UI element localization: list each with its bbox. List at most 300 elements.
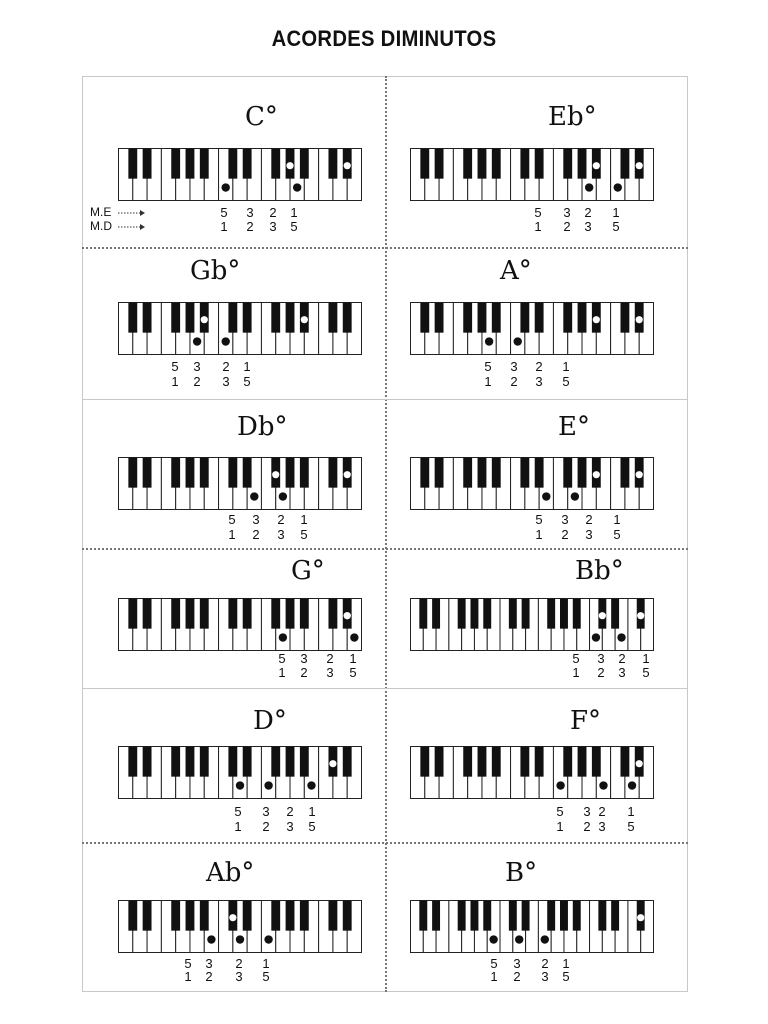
finger-left: 1 xyxy=(290,205,298,220)
finger-right: 3 xyxy=(269,219,277,234)
black-key xyxy=(186,149,195,179)
black-key xyxy=(620,149,629,179)
row-divider xyxy=(82,548,688,550)
finger-right: 1 xyxy=(220,219,228,234)
finger-right: 5 xyxy=(308,819,316,834)
black-key xyxy=(578,747,587,777)
black-key xyxy=(286,747,295,777)
row-divider xyxy=(82,399,688,400)
note-dot xyxy=(599,612,606,619)
black-key xyxy=(547,599,555,629)
black-key xyxy=(228,458,237,488)
black-key xyxy=(420,458,429,488)
finger-right: 5 xyxy=(627,819,635,834)
finger-right: 2 xyxy=(246,219,254,234)
finger-right: 3 xyxy=(541,969,549,984)
finger-right: 1 xyxy=(572,665,580,680)
black-key xyxy=(463,458,472,488)
black-key xyxy=(243,149,252,179)
note-dot xyxy=(614,183,622,191)
note-dot xyxy=(250,492,258,500)
black-key xyxy=(560,901,568,931)
black-key xyxy=(547,901,555,931)
black-key xyxy=(420,747,429,777)
black-key xyxy=(620,303,629,333)
finger-left: 1 xyxy=(613,512,621,527)
finger-right: 2 xyxy=(262,819,270,834)
note-dot xyxy=(201,316,208,323)
black-key xyxy=(458,599,466,629)
note-dot xyxy=(636,760,643,767)
note-dot xyxy=(514,337,522,345)
note-dot xyxy=(264,935,272,943)
finger-right: 3 xyxy=(326,665,334,680)
note-dot xyxy=(301,316,308,323)
chord-name: Gb° xyxy=(190,256,241,286)
finger-left: 3 xyxy=(246,205,254,220)
finger-left: 5 xyxy=(234,804,242,819)
black-key xyxy=(300,599,309,629)
finger-right: 2 xyxy=(300,665,308,680)
finger-right: 1 xyxy=(228,527,236,542)
finger-right: 2 xyxy=(561,527,569,542)
note-dot xyxy=(344,162,351,169)
note-dot xyxy=(329,760,336,767)
black-key xyxy=(128,303,137,333)
column-divider xyxy=(385,76,387,992)
black-key xyxy=(419,599,427,629)
finger-right: 5 xyxy=(562,969,570,984)
black-key xyxy=(200,149,209,179)
note-dot xyxy=(637,914,644,921)
black-key xyxy=(563,149,572,179)
arrow-right-icon xyxy=(118,209,146,217)
page-title: ACORDES DIMINUTOS xyxy=(271,26,497,51)
black-key xyxy=(343,303,352,333)
finger-left: 5 xyxy=(220,205,228,220)
black-key xyxy=(200,458,209,488)
finger-left: 1 xyxy=(562,359,570,374)
black-key xyxy=(228,599,237,629)
finger-right: 5 xyxy=(290,219,298,234)
finger-left: 2 xyxy=(585,512,593,527)
finger-right: 3 xyxy=(585,527,593,542)
note-dot xyxy=(286,162,293,169)
finger-right: 5 xyxy=(349,665,357,680)
finger-left: 3 xyxy=(563,205,571,220)
black-key xyxy=(478,458,487,488)
note-dot xyxy=(617,633,625,641)
finger-right: 5 xyxy=(300,527,308,542)
black-key xyxy=(620,458,629,488)
black-key xyxy=(463,747,472,777)
chord-name: B° xyxy=(505,858,538,888)
black-key xyxy=(271,747,280,777)
piano-keyboard xyxy=(410,900,655,954)
black-key xyxy=(483,599,491,629)
black-key xyxy=(200,901,209,931)
finger-left: 2 xyxy=(277,512,285,527)
note-dot xyxy=(293,183,301,191)
finger-left: 3 xyxy=(252,512,260,527)
black-key xyxy=(228,303,237,333)
note-dot xyxy=(272,471,279,478)
black-key xyxy=(286,458,295,488)
finger-left: 2 xyxy=(584,205,592,220)
piano-keyboard xyxy=(410,457,655,511)
piano-keyboard xyxy=(118,302,363,356)
arrow-right-icon xyxy=(118,223,146,231)
black-key xyxy=(509,599,517,629)
finger-left: 2 xyxy=(235,956,243,971)
black-key xyxy=(578,149,587,179)
chord-name: A° xyxy=(500,256,532,286)
finger-right: 5 xyxy=(613,527,621,542)
finger-left: 1 xyxy=(349,651,357,666)
finger-right: 2 xyxy=(510,374,518,389)
note-dot xyxy=(636,316,643,323)
chord-name: Bb° xyxy=(575,556,624,586)
note-dot xyxy=(279,492,287,500)
black-key xyxy=(128,599,137,629)
black-key xyxy=(128,149,137,179)
finger-left: 3 xyxy=(561,512,569,527)
black-key xyxy=(492,458,501,488)
finger-left: 1 xyxy=(300,512,308,527)
black-key xyxy=(143,599,152,629)
finger-right: 3 xyxy=(598,819,606,834)
black-key xyxy=(300,458,309,488)
finger-right: 2 xyxy=(583,819,591,834)
note-dot xyxy=(585,183,593,191)
note-dot xyxy=(541,935,549,943)
black-key xyxy=(228,747,237,777)
note-dot xyxy=(592,633,600,641)
note-dot xyxy=(236,781,244,789)
black-key xyxy=(522,901,530,931)
note-dot xyxy=(515,935,523,943)
black-key xyxy=(171,901,180,931)
finger-left: 2 xyxy=(222,359,230,374)
finger-right: 2 xyxy=(252,527,260,542)
black-key xyxy=(343,747,352,777)
piano-keyboard xyxy=(118,746,363,800)
black-key xyxy=(563,747,572,777)
finger-right: 1 xyxy=(490,969,498,984)
finger-right: 5 xyxy=(562,374,570,389)
chord-name: Db° xyxy=(237,412,288,442)
finger-left: 3 xyxy=(513,956,521,971)
black-key xyxy=(435,303,444,333)
finger-left: 1 xyxy=(642,651,650,666)
black-key xyxy=(286,901,295,931)
note-dot xyxy=(542,492,550,500)
finger-right: 2 xyxy=(205,969,213,984)
black-key xyxy=(522,599,530,629)
note-dot xyxy=(628,781,636,789)
black-key xyxy=(463,303,472,333)
finger-left: 5 xyxy=(490,956,498,971)
finger-left: 5 xyxy=(484,359,492,374)
finger-left: 2 xyxy=(535,359,543,374)
finger-left: 1 xyxy=(562,956,570,971)
note-dot xyxy=(222,183,230,191)
black-key xyxy=(470,599,478,629)
piano-keyboard xyxy=(118,900,363,954)
note-dot xyxy=(489,935,497,943)
note-dot xyxy=(593,316,600,323)
black-key xyxy=(243,599,252,629)
black-key xyxy=(560,599,568,629)
finger-right: 1 xyxy=(278,665,286,680)
black-key xyxy=(186,901,195,931)
black-key xyxy=(420,149,429,179)
finger-left: 3 xyxy=(193,359,201,374)
black-key xyxy=(271,303,280,333)
black-key xyxy=(271,149,280,179)
black-key xyxy=(420,303,429,333)
note-dot xyxy=(264,781,272,789)
black-key xyxy=(328,599,337,629)
black-key xyxy=(243,303,252,333)
finger-right: 5 xyxy=(642,665,650,680)
black-key xyxy=(592,747,601,777)
chord-name: Ab° xyxy=(206,858,255,888)
black-key xyxy=(478,747,487,777)
finger-left: 3 xyxy=(300,651,308,666)
black-key xyxy=(300,747,309,777)
finger-right: 5 xyxy=(243,374,251,389)
note-dot xyxy=(236,935,244,943)
black-key xyxy=(435,458,444,488)
black-key xyxy=(478,303,487,333)
black-key xyxy=(300,901,309,931)
black-key xyxy=(435,149,444,179)
black-key xyxy=(171,747,180,777)
black-key xyxy=(432,901,440,931)
black-key xyxy=(432,599,440,629)
finger-left: 2 xyxy=(618,651,626,666)
black-key xyxy=(573,901,581,931)
finger-right: 2 xyxy=(597,665,605,680)
row-divider xyxy=(82,688,688,689)
finger-left: 3 xyxy=(510,359,518,374)
black-key xyxy=(328,303,337,333)
piano-keyboard xyxy=(410,746,655,800)
note-dot xyxy=(636,471,643,478)
black-key xyxy=(328,458,337,488)
black-key xyxy=(271,901,280,931)
black-key xyxy=(171,303,180,333)
finger-right: 1 xyxy=(535,527,543,542)
finger-right: 3 xyxy=(277,527,285,542)
finger-left: 2 xyxy=(269,205,277,220)
black-key xyxy=(578,303,587,333)
black-key xyxy=(458,901,466,931)
black-key xyxy=(520,458,529,488)
finger-left: 1 xyxy=(243,359,251,374)
chord-name: C° xyxy=(245,102,278,132)
hand-label-left: M.E xyxy=(90,205,112,219)
note-dot xyxy=(571,492,579,500)
black-key xyxy=(243,901,252,931)
black-key xyxy=(143,458,152,488)
finger-left: 5 xyxy=(556,804,564,819)
black-key xyxy=(243,747,252,777)
finger-left: 2 xyxy=(541,956,549,971)
black-key xyxy=(143,303,152,333)
piano-keyboard xyxy=(410,598,655,652)
black-key xyxy=(535,303,544,333)
black-key xyxy=(128,458,137,488)
finger-left: 2 xyxy=(326,651,334,666)
finger-left: 1 xyxy=(308,804,316,819)
black-key xyxy=(483,901,491,931)
black-key xyxy=(578,458,587,488)
black-key xyxy=(186,747,195,777)
black-key xyxy=(171,458,180,488)
note-dot xyxy=(207,935,215,943)
black-key xyxy=(171,599,180,629)
black-key xyxy=(492,303,501,333)
black-key xyxy=(243,458,252,488)
finger-left: 5 xyxy=(171,359,179,374)
chord-name: G° xyxy=(291,556,325,586)
finger-left: 3 xyxy=(597,651,605,666)
note-dot xyxy=(593,162,600,169)
black-key xyxy=(435,747,444,777)
black-key xyxy=(128,901,137,931)
note-dot xyxy=(636,162,643,169)
finger-left: 5 xyxy=(534,205,542,220)
black-key xyxy=(492,747,501,777)
finger-right: 5 xyxy=(612,219,620,234)
finger-left: 5 xyxy=(572,651,580,666)
note-dot xyxy=(344,471,351,478)
chord-name: D° xyxy=(253,706,287,736)
black-key xyxy=(143,747,152,777)
finger-left: 5 xyxy=(228,512,236,527)
note-dot xyxy=(485,337,493,345)
black-key xyxy=(171,149,180,179)
row-divider xyxy=(82,247,688,249)
finger-right: 1 xyxy=(556,819,564,834)
black-key xyxy=(470,901,478,931)
note-dot xyxy=(307,781,315,789)
black-key xyxy=(328,901,337,931)
black-key xyxy=(520,747,529,777)
note-dot xyxy=(556,781,564,789)
black-key xyxy=(286,599,295,629)
note-dot xyxy=(279,633,287,641)
black-key xyxy=(535,149,544,179)
black-key xyxy=(328,149,337,179)
black-key xyxy=(271,599,280,629)
black-key xyxy=(186,303,195,333)
finger-left: 5 xyxy=(535,512,543,527)
black-key xyxy=(286,303,295,333)
finger-right: 3 xyxy=(535,374,543,389)
black-key xyxy=(598,901,606,931)
black-key xyxy=(200,747,209,777)
black-key xyxy=(343,901,352,931)
piano-keyboard xyxy=(118,598,363,652)
finger-right: 5 xyxy=(262,969,270,984)
finger-right: 3 xyxy=(235,969,243,984)
black-key xyxy=(200,599,209,629)
finger-left: 5 xyxy=(278,651,286,666)
finger-right: 2 xyxy=(563,219,571,234)
note-dot xyxy=(344,612,351,619)
finger-left: 1 xyxy=(262,956,270,971)
black-key xyxy=(463,149,472,179)
finger-right: 1 xyxy=(184,969,192,984)
finger-right: 2 xyxy=(513,969,521,984)
note-dot xyxy=(637,612,644,619)
black-key xyxy=(228,149,237,179)
finger-right: 3 xyxy=(584,219,592,234)
finger-right: 2 xyxy=(193,374,201,389)
finger-right: 1 xyxy=(171,374,179,389)
finger-right: 3 xyxy=(618,665,626,680)
piano-keyboard xyxy=(410,302,655,356)
chord-name: Eb° xyxy=(548,102,597,132)
black-key xyxy=(186,599,195,629)
piano-keyboard xyxy=(118,457,363,511)
finger-left: 2 xyxy=(598,804,606,819)
note-dot xyxy=(193,337,201,345)
black-key xyxy=(611,599,619,629)
finger-right: 1 xyxy=(484,374,492,389)
finger-left: 3 xyxy=(262,804,270,819)
black-key xyxy=(186,458,195,488)
finger-left: 1 xyxy=(627,804,635,819)
black-key xyxy=(563,303,572,333)
finger-right: 1 xyxy=(234,819,242,834)
black-key xyxy=(300,149,309,179)
black-key xyxy=(535,458,544,488)
black-key xyxy=(143,149,152,179)
black-key xyxy=(520,303,529,333)
finger-right: 3 xyxy=(286,819,294,834)
black-key xyxy=(143,901,152,931)
finger-left: 5 xyxy=(184,956,192,971)
black-key xyxy=(620,747,629,777)
chord-name: F° xyxy=(570,706,602,736)
note-dot xyxy=(593,471,600,478)
piano-keyboard xyxy=(410,148,655,202)
black-key xyxy=(509,901,517,931)
hand-label-right: M.D xyxy=(90,219,112,233)
row-divider xyxy=(82,842,688,844)
black-key xyxy=(478,149,487,179)
finger-right: 1 xyxy=(534,219,542,234)
black-key xyxy=(520,149,529,179)
note-dot xyxy=(229,914,236,921)
black-key xyxy=(573,599,581,629)
black-key xyxy=(419,901,427,931)
note-dot xyxy=(599,781,607,789)
note-dot xyxy=(350,633,358,641)
finger-right: 3 xyxy=(222,374,230,389)
finger-left: 1 xyxy=(612,205,620,220)
black-key xyxy=(128,747,137,777)
black-key xyxy=(611,901,619,931)
finger-left: 3 xyxy=(205,956,213,971)
chord-name: E° xyxy=(558,412,590,442)
black-key xyxy=(492,149,501,179)
finger-left: 2 xyxy=(286,804,294,819)
